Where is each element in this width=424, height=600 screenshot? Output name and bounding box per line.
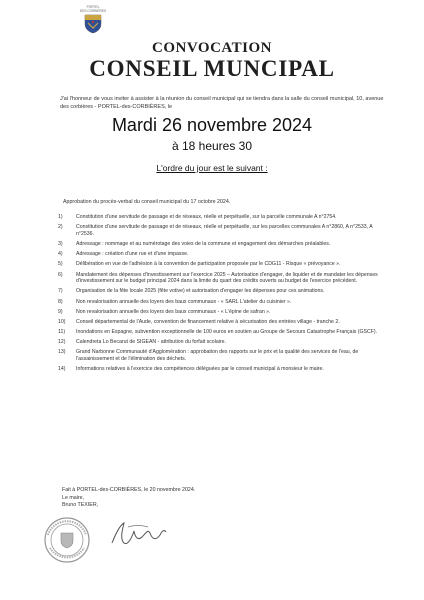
agenda-item-number: 2)	[58, 224, 63, 231]
agenda-item-text: Mandatement des dépenses d'investissement sur l'exercice 2025 – Autorisation d'engager, de liquider et de mandater les dépenses d'investissement sur le budget principal 2024 dans la limite du quart des crédits ouverts au budget de l'exercice précédent.	[76, 271, 378, 285]
agenda-item	[58, 288, 383, 295]
town-logo	[78, 6, 108, 34]
agenda-item-number: 7)	[58, 288, 63, 295]
agenda-heading-text: L'ordre du jour est le suivant :	[156, 163, 268, 173]
logo-text: PORTEL DES CORBIÈRES	[79, 5, 107, 13]
agenda-item-text: Conseil départemental de l'Aude, convention de financement relative à sécurisation des entrées village - tranche 2.	[76, 318, 340, 325]
meeting-date: Mardi 26 novembre 2024	[111, 115, 313, 135]
agenda-item	[58, 329, 383, 336]
agenda-item-text: Inondations en Espagne, subvention exceptionnelle de 100 euros en soutien au Groupe de Secours Catastrophe Français (GSCF).	[76, 329, 378, 336]
agenda-item-text: Délibération en vue de l'adhésion à la convention de participation proposée par le CDG11 - Risque « prévoyance ».	[76, 261, 341, 268]
agenda-item-number: 4)	[58, 251, 63, 258]
agenda-item-text: Grand Narbonne Communauté d'Agglomération : approbation des rapports sur le prix et la qualité des services de l'eau, de l'assainissement et de l'élimination des déchets.	[76, 349, 359, 363]
signature-block	[62, 487, 282, 510]
agenda-item-number: 5)	[58, 261, 63, 268]
agenda-item-number: 11)	[58, 329, 66, 336]
agenda-item-text: Non revalorisation annuelle des loyers des baux communaux - « L'épine de safran ».	[76, 308, 271, 315]
meeting-time: à 18 heures 30	[171, 139, 253, 153]
agenda-item-number: 8)	[58, 298, 63, 305]
agenda-item-text: Constitution d'une servitude de passage et de réseaux, réelle et perpétuelle, sur la parcelle communale A n°2754.	[76, 214, 337, 220]
agenda-item-text: Informations relatives à l'exercice des compétences déléguées par le conseil municipal à monsieur le maire.	[76, 366, 324, 373]
mayor-name: Bruno TEXIER,	[62, 502, 99, 508]
agenda-item-number: 3)	[58, 240, 63, 247]
agenda-item-text: Adressage : création d'une rue et d'une impasse.	[76, 251, 189, 258]
agenda-item-number: 9)	[58, 308, 63, 315]
agenda-item	[58, 251, 383, 258]
agenda-heading	[0, 163, 424, 173]
agenda-item-number: 6)	[58, 271, 63, 278]
agenda-item	[58, 339, 383, 346]
agenda-item	[58, 319, 383, 326]
agenda-item	[58, 366, 383, 373]
mayor-role: Le maire,	[62, 494, 85, 501]
intro-paragraph: J'ai l'honneur de vous inviter à assister à la réunion du conseil municipal qui se tiendra dans la salle du conseil municipal, 10, avenue des corbières - PORTEL-des-CORBIÈRES, le	[60, 96, 384, 110]
agenda-item-text: Calendreta Lo Becarut de SIGEAN - attribution du forfait scolaire.	[76, 339, 226, 346]
agenda-item-text: Non revalorisation annuelle des loyers des baux communaux - « SARL L'atelier du cuisinier ».	[76, 298, 292, 305]
agenda-item	[58, 241, 383, 248]
town-seal-stamp	[42, 515, 92, 565]
agenda-item	[58, 309, 383, 316]
mayor-signature	[104, 513, 174, 553]
agenda-item-text: Constitution d'une servitude de passage et de réseaux, réelle et perpétuelle, sur les parcelles communales A n°2860, A n°2533, A n°2536.	[76, 224, 373, 237]
agenda-item	[58, 214, 383, 221]
agenda-item	[58, 349, 383, 362]
document-subtitle: CONSEIL MUNCIPAL	[89, 56, 335, 81]
document-title: CONVOCATION	[152, 40, 272, 56]
place-date: Fait à PORTEL-des-CORBIÈRES, le 20 novembre 2024.	[62, 487, 196, 493]
approval-line: Approbation du procès-verbal du conseil municipal du 17 octobre 2024.	[63, 199, 231, 205]
agenda-item	[58, 272, 383, 285]
agenda-item-number: 14)	[58, 366, 66, 373]
agenda-item	[58, 224, 383, 237]
agenda-item-number: 13)	[58, 349, 66, 356]
agenda-item-number: 12)	[58, 339, 66, 346]
agenda-item	[58, 261, 383, 268]
coat-of-arms-icon	[84, 14, 102, 34]
agenda-item-text: Adressage : nommage et au numérotage des voies de la commune et engagement des démarches préalables.	[76, 240, 331, 247]
agenda-item	[58, 299, 383, 306]
agenda-item-number: 1)	[58, 214, 63, 220]
agenda-item-text: Organisation de la fête locale 2025 (fête votive) et autorisation d'engager les dépenses pour ces animations.	[76, 288, 325, 295]
agenda-item-number: 10)	[58, 318, 66, 325]
agenda-list	[58, 214, 383, 376]
